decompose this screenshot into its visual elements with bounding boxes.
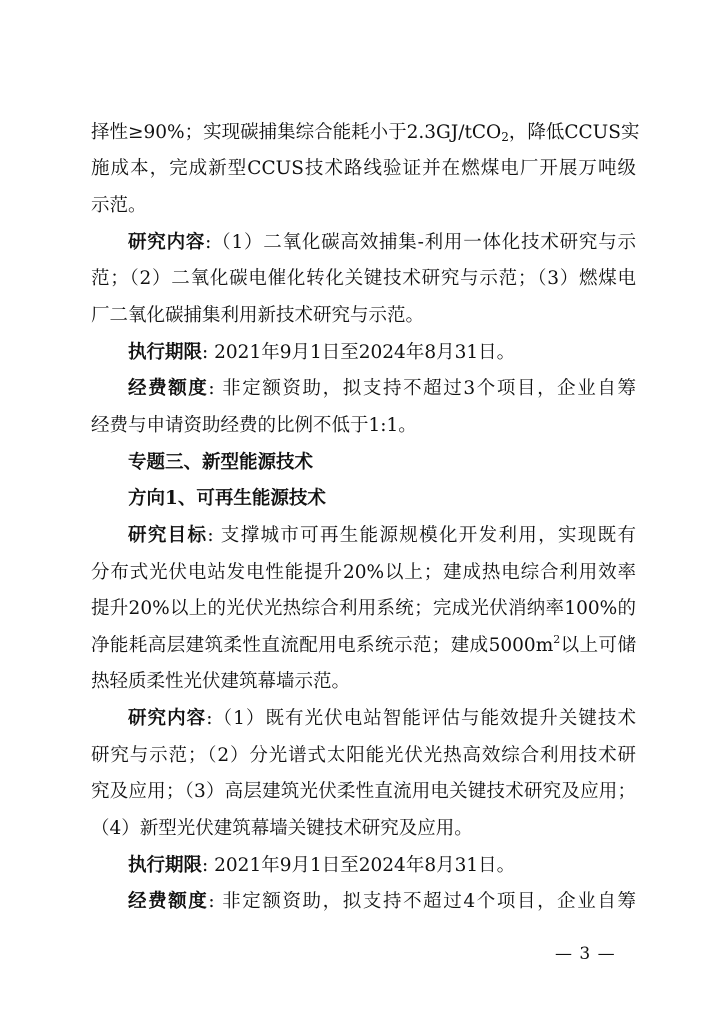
paragraph-line: 范；（2）二氧化碳电催化转化关键技术研究与示范；（3）燃煤电 xyxy=(91,268,636,289)
paragraph-line: （4）新型光伏建筑幕墙关键技术研究及应用。 xyxy=(91,818,473,839)
paragraph-line: 厂二氧化碳捕集利用新技术研究与示范。 xyxy=(91,305,425,326)
paragraph-line xyxy=(128,344,636,363)
paragraph-line xyxy=(91,633,636,656)
field-label: 研究内容 xyxy=(128,232,206,253)
field-label: 研究内容 xyxy=(128,708,207,729)
field-label: 经费额度 xyxy=(128,891,209,912)
paragraph-line xyxy=(128,380,636,399)
text: :（1）二氧化碳高效捕集-利用一体化技术研究与示 xyxy=(205,232,636,253)
paragraph-line xyxy=(128,893,636,912)
superscript: 2 xyxy=(553,633,561,646)
text: : 2021年9月1日至2024年8月31日。 xyxy=(202,342,516,363)
subscript: 2 xyxy=(501,130,509,144)
paragraph-line xyxy=(128,710,636,729)
paragraph-line: 经费与申请资助经费的比例不低于1:1。 xyxy=(91,415,417,436)
paragraph-line: 施成本，完成新型CCUS技术路线验证并在燃煤电厂开展万吨级 xyxy=(91,158,636,179)
text: 择性≥90%；实现碳捕集综合能耗小于2.3GJ/tCO xyxy=(91,122,502,143)
page-number: — 3 — xyxy=(555,944,616,964)
section-heading: 专题三、新型能源技术 xyxy=(128,452,314,473)
text: 以上可储 xyxy=(560,635,636,656)
field-label: 执行期限 xyxy=(128,342,203,363)
paragraph-line xyxy=(91,122,640,144)
paragraph-line xyxy=(128,234,636,253)
paragraph-line: 示范。 xyxy=(91,195,147,216)
paragraph-line xyxy=(128,857,636,876)
paragraph-line: 究及应用；（3）高层建筑光伏柔性直流用电关键技术研究及应用； xyxy=(91,781,636,802)
paragraph-line: 热轻质柔性光伏建筑幕墙示范。 xyxy=(91,671,351,692)
field-label: 研究目标 xyxy=(128,525,208,546)
subsection-heading: 方向1、可再生能源技术 xyxy=(128,488,326,509)
text: :（1）既有光伏电站智能评估与能效提升关键技术 xyxy=(206,708,636,729)
paragraph-line: 分布式光伏电站发电性能提升20%以上；建成热电综合利用效率 xyxy=(91,562,636,583)
field-label: 执行期限 xyxy=(128,855,203,876)
text: : 2021年9月1日至2024年8月31日。 xyxy=(202,855,516,876)
text: 净能耗高层建筑柔性直流配用电系统示范；建成5000m xyxy=(91,635,554,656)
paragraph-line: 提升20%以上的光伏光热综合利用系统；完成光伏消纳率100%的 xyxy=(91,598,636,619)
paragraph-line xyxy=(128,527,636,546)
paragraph-line: 研究与示范；（2）分光谱式太阳能光伏光热高效综合利用技术研 xyxy=(91,745,636,766)
field-label: 经费额度 xyxy=(128,378,209,399)
text: : 非定额资助，拟支持不超过4个项目，企业自筹 xyxy=(208,891,636,912)
text: : 非定额资助，拟支持不超过3个项目，企业自筹 xyxy=(208,378,636,399)
text: ，降低CCUS实 xyxy=(508,122,640,143)
text: : 支撑城市可再生能源规模化开发利用，实现既有 xyxy=(207,525,636,546)
